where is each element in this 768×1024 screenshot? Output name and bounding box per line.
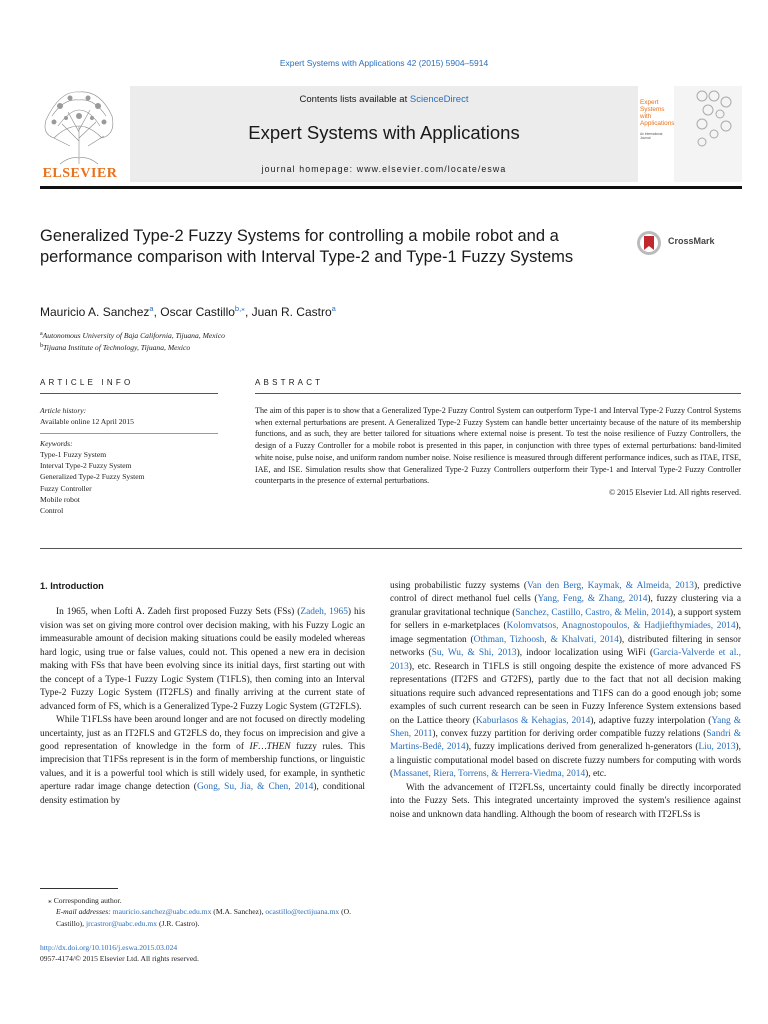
sciencedirect-link[interactable]: ScienceDirect bbox=[409, 94, 469, 105]
paper-title: Generalized Type-2 Fuzzy Systems for controlling a mobile robot and a performance comparison with Interval Type-2 and Type-1 Fuzzy Systems bbox=[40, 227, 574, 266]
paragraph-text: ), a support system for sellers in e-marketplaces ( bbox=[390, 607, 741, 632]
paragraph-text: ), etc. Research in T1FLS is still ongoing despite the existence of more advanced FS representations (IT2FS and GT2FS), partly due to the fact that not all decision making situations require such advanced representations and T1FS can do a good enough job; some examples of such current research can be seen in Fuzzy Inference System extensions based on the Lattice theory ( bbox=[390, 661, 741, 726]
contents-line bbox=[130, 94, 638, 105]
paragraph-text: ), a linguistic computational model based on discrete fuzzy numbers for computing with words ( bbox=[390, 742, 741, 780]
abstract-copyright: © 2015 Elsevier Ltd. All rights reserved. bbox=[608, 487, 741, 497]
citation-link[interactable]: Liu, 2013 bbox=[698, 742, 736, 753]
citation-link[interactable]: Sandri & Martins-Bedê, 2014 bbox=[390, 728, 741, 753]
abstract-text: The aim of this paper is to show that a Generalized Type-2 Fuzzy Control System can outperform Type-1 and Interval Type-2 Fuzzy Control Systems when external perturbations are present. A Generalized Type-2 Fuzzy System can handle better uncertainty because of the nature of its membership functions, and as such, they are better tailored for situations where external noise is present. To test the noise resilience of Fuzzy Controllers, the design of a Fuzzy Controller for a mobile robot is presented in this paper, in conjunction with three types of external perturbations: band-limited white noise, pulse noise, and uniform random number noise. Noise resilience is measured through different performance indices, such as ITAE, ITSE, IAE, and ISE. Simulation results show that Generalized Type-2 Fuzzy Controllers outperform their Type-1 and Interval Type-2 Fuzzy Controller counterparts in the presence of external perturbations. bbox=[255, 406, 741, 486]
author-separator: , bbox=[153, 305, 161, 319]
cover-title-1: Expert bbox=[640, 99, 659, 106]
crossmark-icon bbox=[636, 230, 666, 256]
citation-link[interactable]: Garcia-Valverde et al., 2013 bbox=[390, 648, 741, 672]
affiliation bbox=[40, 341, 225, 353]
body-column-left bbox=[40, 580, 365, 808]
paragraph-text: ), conditional density estimation by bbox=[40, 782, 365, 806]
elsevier-tree-icon bbox=[40, 86, 118, 182]
abstract-rule bbox=[255, 393, 741, 394]
email-owner: (O. Castillo), bbox=[56, 907, 352, 928]
section-heading: 1. Introduction bbox=[40, 581, 104, 591]
author-name: Juan R. Castro bbox=[251, 305, 332, 319]
info-rule bbox=[40, 393, 218, 394]
paragraph-text: ), distributed filtering in sensor networks ( bbox=[390, 634, 741, 659]
paragraph-text: ), etc. bbox=[585, 769, 607, 780]
corresponding-author: ⁎ Corresponding author. bbox=[48, 896, 122, 905]
paragraph-text: ), adaptive fuzzy interpolation ( bbox=[590, 715, 712, 726]
abstract-heading: ABSTRACT bbox=[255, 378, 324, 387]
citation-link[interactable]: Yang, Feng, & Zhang, 2014 bbox=[537, 594, 648, 605]
paragraph-text: In 1965, when Lofti A. Zadeh first proposed Fuzzy Sets (FSs) ( bbox=[56, 607, 301, 618]
affiliation-text: Autonomous University of Baja California, Tijuana, Mexico bbox=[42, 331, 225, 340]
article-info-heading: ARTICLE INFO bbox=[40, 378, 134, 387]
contents-prefix: Contents lists available at bbox=[299, 94, 408, 105]
keyword: Type-1 Fuzzy System bbox=[40, 449, 107, 459]
email-owner: (M.A. Sanchez), bbox=[211, 907, 266, 917]
affiliation-mark: b bbox=[40, 343, 43, 349]
citation-link[interactable]: Othman, Tizhoosh, & Khalvati, 2014 bbox=[473, 634, 619, 645]
keyword: Generalized Type-2 Fuzzy System bbox=[40, 472, 145, 482]
paragraph bbox=[390, 782, 741, 822]
paragraph-text: IF…THEN bbox=[249, 741, 291, 752]
masthead-rule bbox=[40, 186, 742, 189]
cover-title-3: with bbox=[640, 113, 652, 120]
author-name: Mauricio A. Sanchez bbox=[40, 305, 150, 319]
citation-link[interactable]: Kolomvatsos, Anagnostopoulos, & Hadjiefthymiades, 2014 bbox=[506, 621, 736, 632]
paragraph-text: ), fuzzy clustering via a granular gravitational technique ( bbox=[390, 594, 741, 618]
citation-link[interactable]: Su, Wu, & Shi, 2013 bbox=[431, 648, 517, 659]
paragraph-text: ), convex fuzzy partition for deriving order compatible fuzzy relations ( bbox=[432, 728, 707, 739]
paragraph-text: fuzzy rules. This imprecision that T1FSs represent is in the form of membership functions, or linguistic values, and it is a powerful tool which is still widely used, for example, in synthetic aperture radar image change detection ( bbox=[40, 741, 365, 793]
citation-link[interactable]: Kaburlasos & Kehagias, 2014 bbox=[475, 715, 591, 726]
affiliation-text: Tijuana Institute of Technology, Tijuana, Mexico bbox=[43, 343, 191, 352]
abstract bbox=[255, 405, 741, 499]
publisher-logo-text: ELSEVIER bbox=[42, 166, 118, 181]
email-owner: (J.R. Castro). bbox=[157, 918, 200, 928]
keyword: Mobile robot bbox=[40, 495, 80, 505]
paragraph-text: ), fuzzy implications derived from generalized h-generators ( bbox=[465, 742, 699, 753]
doi-link[interactable]: http://dx.doi.org/10.1016/j.eswa.2015.03.024 bbox=[40, 943, 178, 952]
history-date: Available online 12 April 2015 bbox=[40, 417, 134, 427]
email-label: E-mail addresses: bbox=[56, 907, 113, 917]
affiliation bbox=[40, 329, 225, 341]
body-column-right bbox=[390, 580, 741, 822]
journal-homepage[interactable]: journal homepage: www.elsevier.com/locate/eswa bbox=[261, 164, 507, 174]
paragraph bbox=[40, 606, 365, 714]
footnote-rule bbox=[40, 888, 118, 889]
paragraph-text: using probabilistic fuzzy systems ( bbox=[390, 581, 527, 591]
email-addresses bbox=[40, 906, 365, 929]
citation-link[interactable]: Gong, Su, Jia, & Chen, 2014 bbox=[196, 782, 314, 793]
email-link[interactable]: ocastillo@tectijuana.mx bbox=[265, 907, 340, 917]
journal-cover-image bbox=[638, 86, 742, 182]
cover-title-2: Systems bbox=[640, 106, 665, 113]
author-list bbox=[40, 304, 336, 319]
email-link[interactable]: mauricio.sanchez@uabc.edu.mx bbox=[112, 907, 212, 917]
citation-link[interactable]: Sanchez, Castillo, Castro, & Melin, 2014 bbox=[515, 607, 671, 618]
affiliation-marker[interactable]: a bbox=[149, 304, 154, 313]
author-separator: , bbox=[244, 305, 252, 319]
citation-link[interactable]: Van den Berg, Kaymak, & Almeida, 2013 bbox=[526, 581, 694, 591]
affiliations bbox=[40, 329, 225, 353]
journal-title: Expert Systems with Applications bbox=[248, 122, 520, 143]
crossmark-label: CrossMark bbox=[668, 236, 715, 246]
crossmark-badge[interactable] bbox=[636, 230, 746, 256]
footnote bbox=[40, 895, 365, 929]
paragraph bbox=[390, 580, 741, 782]
email-link[interactable]: jrcastror@uabc.edu.mx bbox=[85, 918, 158, 928]
journal-citation[interactable]: Expert Systems with Applications 42 (2015) 5904–5914 bbox=[279, 58, 489, 68]
masthead-center bbox=[130, 86, 638, 182]
keyword: Control bbox=[40, 506, 64, 516]
paragraph-text: With the advancement of IT2FLSs, uncertainty could finally be directly incorporated into the Fuzzy Sets. This integrated uncertainty improved the system's resilience against noise and unknown data handling. Although the boom of research with IT2FLSs is bbox=[390, 782, 741, 820]
cover-subtitle: An International Journal bbox=[640, 132, 663, 140]
paragraph-text: ) his vision was set on giving more control over decision making, with his Fuzzy Logic an immeasurable amount of decision making situations could be easily modeled whereas hard logic, using true or false values, could not. This opened a new era in decision making with FSs that have been evolving since its initial days, first starting out with the concept of a Type-1 Fuzzy Logic System (T1FLS), then coming into an Interval Type-2 Fuzzy Logic System (IT2FLS) and finally arriving at the current state of advanced form of FS, which is a Generalized Type-2 Fuzzy Logic System (GT2FLS). bbox=[40, 607, 365, 712]
doi-block bbox=[40, 942, 199, 965]
keyword: Interval Type-2 Fuzzy System bbox=[40, 461, 132, 471]
keywords-list bbox=[40, 449, 218, 517]
paragraph-text: ), predictive control of direct methanol fuel cells ( bbox=[390, 581, 741, 605]
abstract-bottom-rule bbox=[40, 548, 742, 549]
affiliation-marker[interactable]: b,⁎ bbox=[234, 304, 245, 313]
issn-line: 0957-4174/© 2015 Elsevier Ltd. All rights reserved. bbox=[40, 954, 199, 964]
article-info bbox=[40, 405, 218, 517]
affiliation-marker[interactable]: a bbox=[331, 304, 336, 313]
citation-link[interactable]: Yang & Shen, 2011 bbox=[390, 715, 741, 739]
info-separator bbox=[40, 433, 218, 434]
citation-link[interactable]: Zadeh, 1965 bbox=[300, 607, 348, 618]
keywords-label: Keywords: bbox=[40, 438, 73, 448]
author-name: Oscar Castillo bbox=[160, 305, 235, 319]
masthead bbox=[40, 86, 742, 182]
citation-link[interactable]: Massanet, Riera, Torrens, & Herrera-Viedma, 2014 bbox=[393, 769, 586, 780]
affiliation-mark: a bbox=[40, 331, 43, 337]
keyword: Fuzzy Controller bbox=[40, 483, 92, 493]
paragraph-text: While T1FLSs have been around longer and are not focused on directly modeling uncertainty, just as an IT2FLS and GT2FLS do, they focus on imprecision and give a good representation of knowledge in the form of bbox=[40, 715, 365, 752]
paragraph bbox=[40, 714, 365, 808]
history-label: Article history: bbox=[40, 406, 87, 415]
cover-title-4: Applications bbox=[640, 120, 675, 127]
paragraph-text: ), indoor localization using WiFi ( bbox=[516, 648, 654, 659]
paragraph-text: ), image segmentation ( bbox=[390, 621, 741, 645]
